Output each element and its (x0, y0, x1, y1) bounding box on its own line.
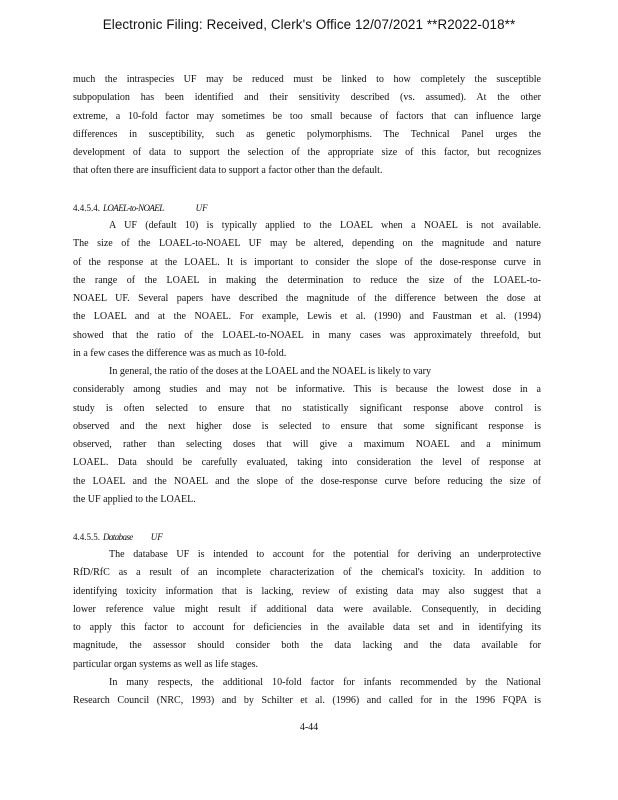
section-heading-4455 (73, 530, 163, 544)
text-line: Research Council (NRC, 1993) and by Schilter et al. (1996) and called for in the 1996 FQPA is (73, 695, 541, 706)
text-line: differences in susceptibility, such as genetic polymorphisms. The Technical Panel urges the (73, 129, 541, 140)
text-line: the LOAEL and the NOAEL and the slope of the dose-response curve before reducing the size of (73, 476, 541, 487)
text-line: development of data to support the selection of the appropriate size of this factor, but recognizes (73, 147, 541, 158)
text-line: In many respects, the additional 10-fold factor for infants recommended by the National (109, 677, 541, 688)
text-line: LOAEL. Data should be carefully evaluated, taking into consideration the level of response at (73, 457, 541, 468)
text-line: identifying toxicity information that is lacking, review of existing data may also suggest that a (73, 586, 541, 597)
text-line: the UF applied to the LOAEL. (73, 494, 196, 505)
section-heading-4454 (73, 201, 208, 215)
text-line: subpopulation has been identified and their sensitivity described (vs. assumed). At the other (73, 92, 541, 103)
section-number: 4.4.5.4. (73, 203, 100, 213)
filing-header: Electronic Filing: Received, Clerk's Office 12/07/2021 **R2022-018** (102, 17, 516, 32)
text-line: the range of the LOAEL in making the determination to reduce the size of the LOAEL-to- (73, 275, 541, 286)
text-line: RfD/RfC as a result of an incomplete characterization of the chemical's toxicity. In addition to (73, 567, 541, 578)
section-number: 4.4.5.5. (73, 532, 100, 542)
text-line: lower reference value might result if additional data were available. Consequently, in deciding (73, 604, 541, 615)
text-line: study is often selected to ensure that no statistically significant response above control is (73, 403, 541, 414)
text-line: showed that the ratio of the LOAEL-to-NOAEL in many cases was approximately threefold, but (73, 330, 541, 341)
text-line: of the response at the LOAEL. It is important to consider the slope of the dose-response curve in (73, 257, 541, 268)
text-line: extreme, a 10-fold factor may sometimes be too small because of factors that can influence large (73, 111, 541, 122)
text-line: magnitude, the assessor should consider both the data lacking and the data available for (73, 640, 541, 651)
page-number: 4-44 (299, 722, 319, 733)
text-line: observed, rather than selecting doses that will give a maximum NOAEL and a minimum (73, 439, 541, 450)
section-title: Database (103, 532, 133, 542)
text-line: particular organ systems as well as life stages. (73, 659, 259, 670)
text-line: The size of the LOAEL-to-NOAEL UF may be altered, depending on the magnitude and nature (73, 238, 541, 249)
text-line: A UF (default 10) is typically applied to the LOAEL when a NOAEL is not available. (109, 220, 541, 231)
text-line: In general, the ratio of the doses at the LOAEL and the NOAEL is likely to vary (109, 366, 432, 377)
text-line: observed and the next higher dose is selected to ensure that some significant response is (73, 421, 541, 432)
section-title-suffix: UF (150, 532, 163, 542)
text-line: The database UF is intended to account for the potential for deriving an underprotective (109, 549, 541, 560)
text-line: to apply this factor to account for deficiencies in the available data set and in identifying its (73, 622, 541, 633)
section-title-suffix: UF (195, 203, 208, 213)
text-line: in a few cases the difference was as much as 10-fold. (73, 348, 287, 359)
text-line: NOAEL UF. Several papers have described the magnitude of the difference between the dose at (73, 293, 541, 304)
text-line: much the intraspecies UF may be reduced must be linked to how completely the susceptible (73, 74, 541, 85)
section-title: LOAEL-to-NOAEL (103, 203, 164, 213)
text-line: the LOAEL and at the NOAEL. For example, Lewis et al. (1990) and Faustman et al. (1994) (73, 311, 541, 322)
text-line: considerably among studies and may not be informative. This is because the lowest dose in a (73, 384, 541, 395)
text-line: that often there are insufficient data to support a factor other than the default. (73, 165, 383, 176)
